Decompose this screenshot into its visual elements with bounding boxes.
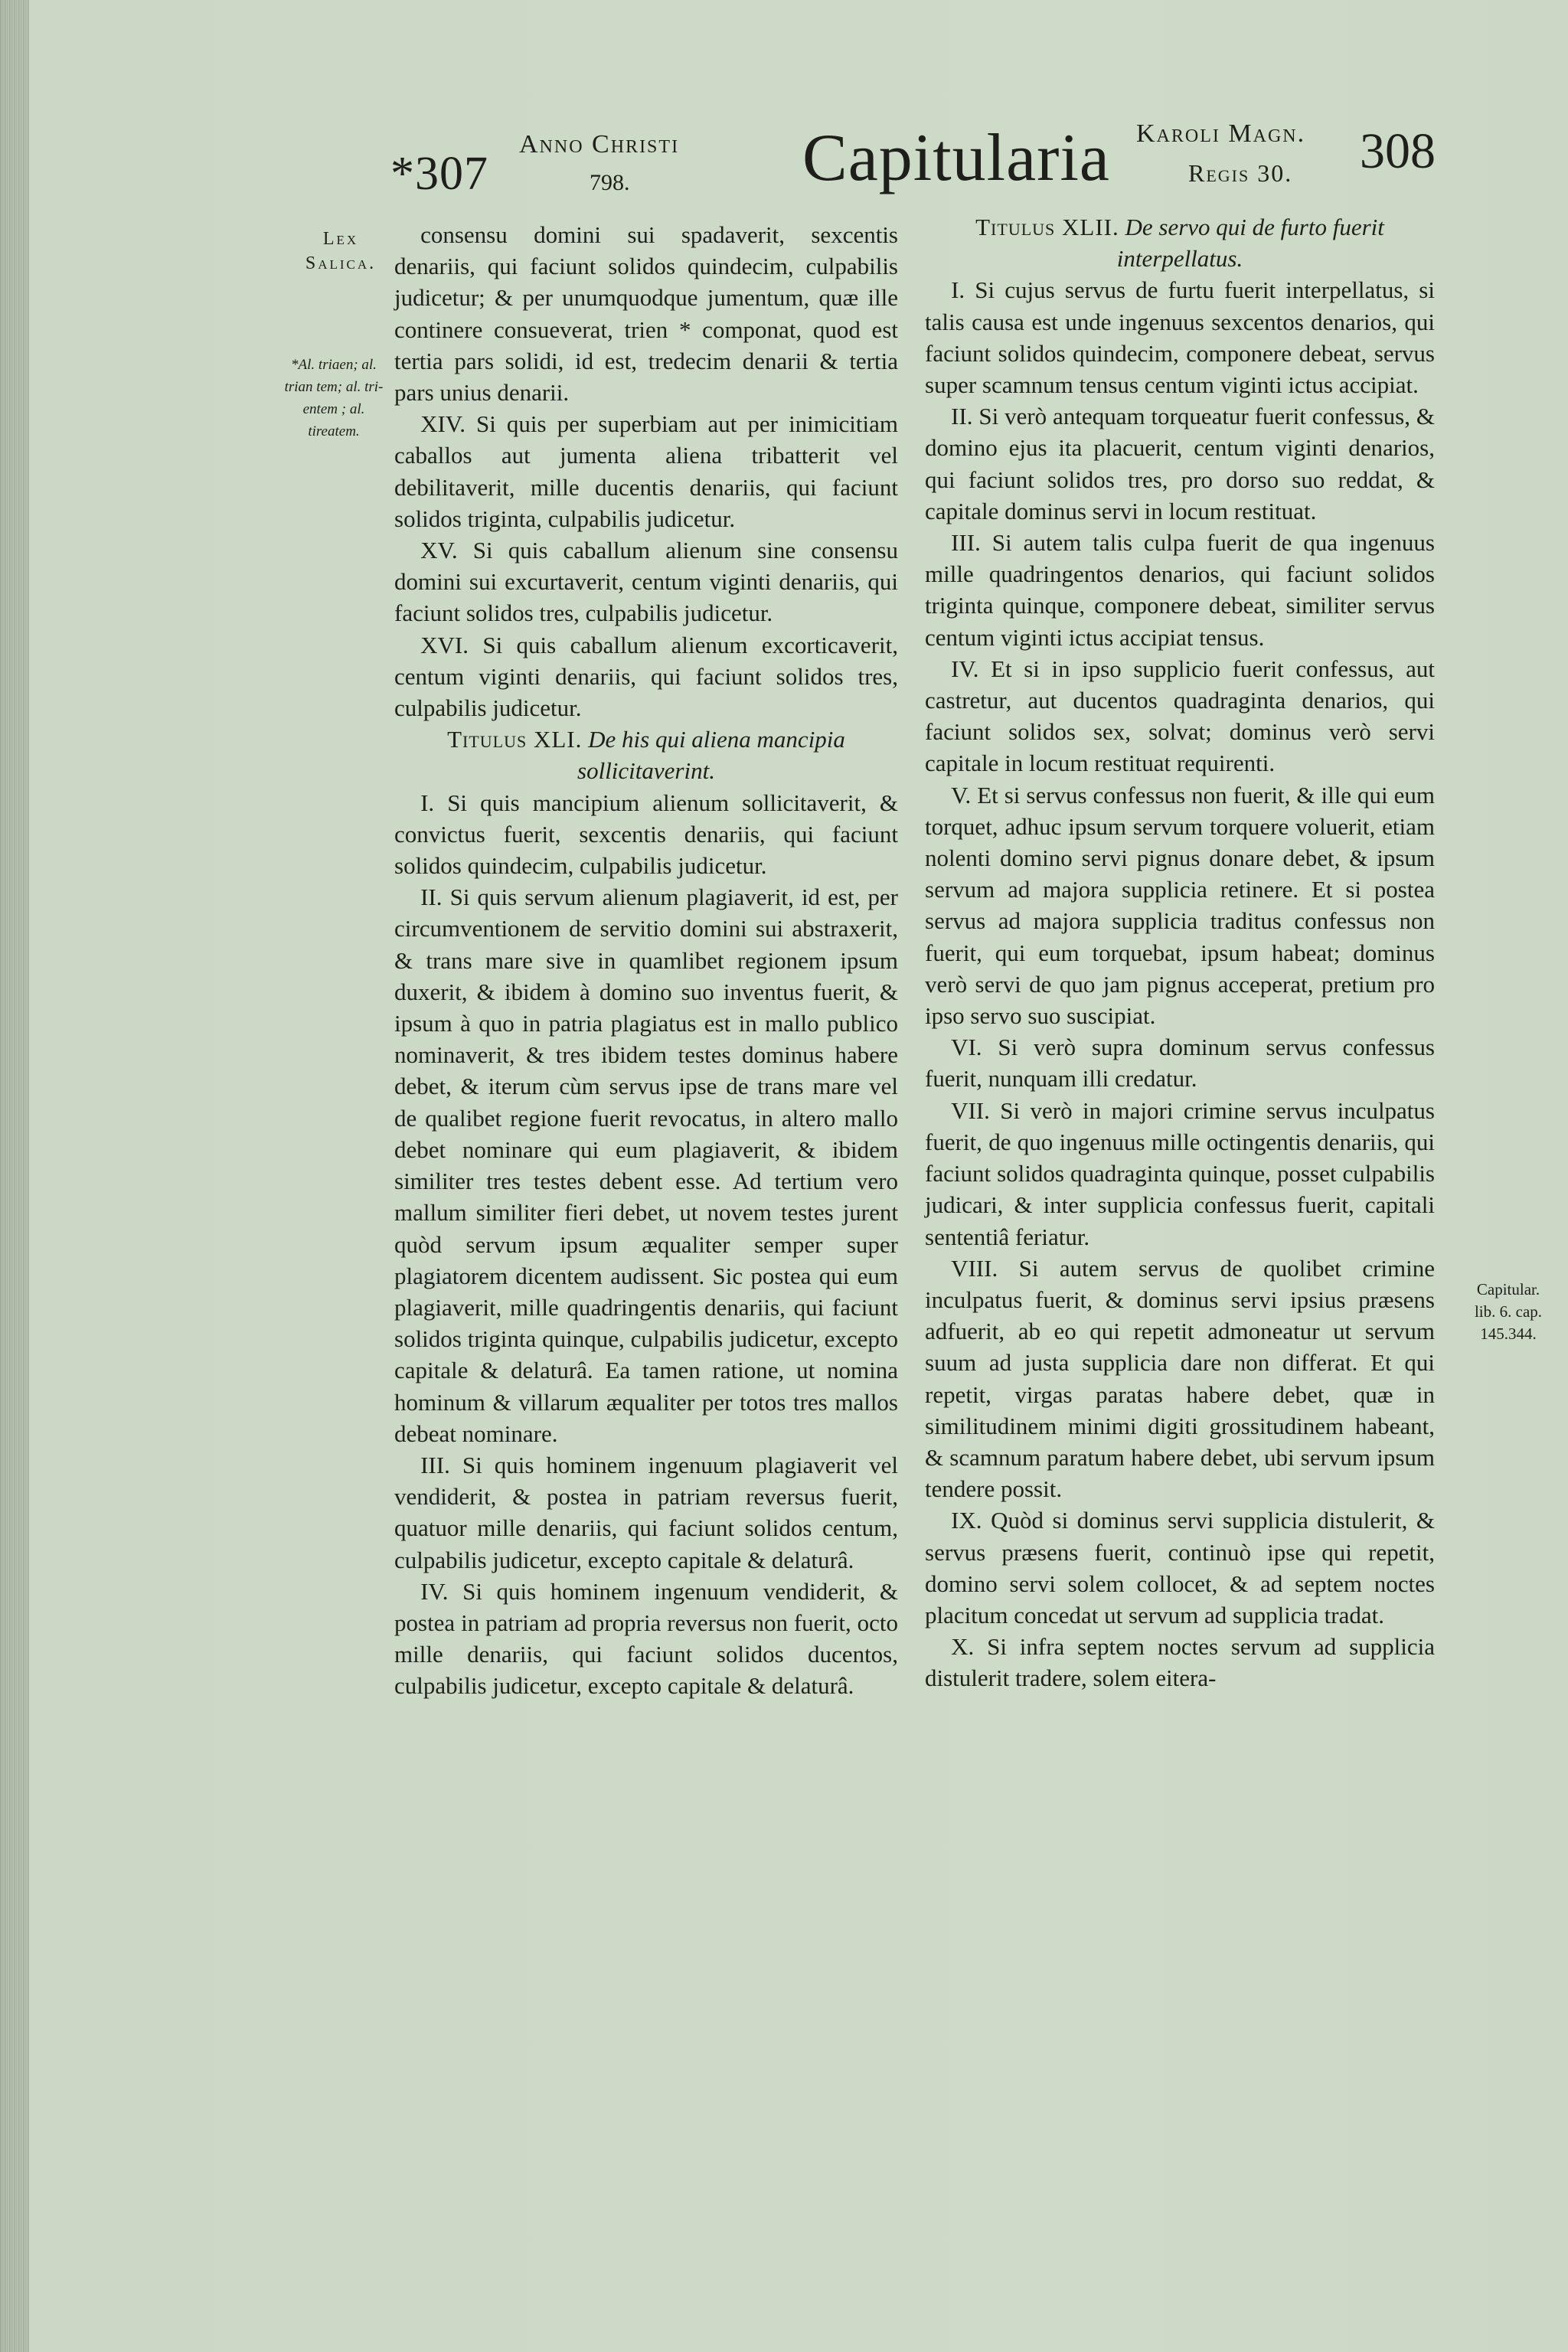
paragraph: VII. Si verò in majori crimine servus inculpatus fuerit, de quo ingenuus mille octingentis denariis, qui faciunt solidos quadraginta quinque, posset culpabilis judicari, & inter supplicia confessus fuerit, capitali sententiâ feriatur. <box>925 1096 1435 1250</box>
paragraph: I. Si cujus servus de furtu fuerit interpellatus, si talis causa est unde ingenuus sexcentos denarios, qui faciunt solidos quindecim, componere debeat, servus super scamnum tensus centum viginti ictus accipiat. <box>925 276 1435 399</box>
margin-note-line: Lex <box>322 229 359 249</box>
paragraph: XV. Si quis caballum alienum sine consensu domini sui excurtaverit, centum viginti denariis, qui faciunt solidos tres, culpabilis judicetur. <box>394 537 898 627</box>
title-heading <box>394 724 898 786</box>
title-description: De his qui aliena mancipia sollicitaverint. <box>577 726 845 785</box>
paragraph: VIII. Si autem servus de quolibet crimine inculpatus fuerit, & dominus servi ipsius præsens adfuerit, ab eo qui repetit admoneatur ut servum suum ad justa supplicia dare non differat. Et qui repetit, virgas paratas habere debet, quæ in similitudinem minimi digiti grossitudinem habeant, & scamnum paratum habere debet, ubi servum ipsum tendere possit. <box>925 1254 1435 1503</box>
paragraph: X. Si infra septem noctes servum ad supplicia distulerit tradere, solem eitera- <box>925 1633 1435 1692</box>
paragraph: IV. Si quis hominem ingenuum vendiderit, & postea in patriam ad propria reversus non fuerit, octo mille denariis, qui faciunt solidos ducentos, culpabilis judicetur, excepto capitale & delaturâ. <box>394 1577 898 1700</box>
left-text-column <box>394 219 898 1702</box>
running-head-year: 798. <box>590 170 630 195</box>
running-head-anno: Anno Christi <box>519 130 680 158</box>
book-spine-edge <box>0 0 29 2352</box>
running-title: Capitularia <box>802 121 1110 195</box>
margin-note-line: Capitular. <box>1476 1280 1540 1298</box>
paragraph: I. Si quis mancipium alienum sollicitaverit, & convictus fuerit, sexcentis denariis, qui faciunt solidos quindecim, culpabilis judicetur. <box>394 789 898 880</box>
title-number: Titulus XLII. <box>975 214 1119 240</box>
margin-note-line: Salica. <box>305 253 377 273</box>
paragraph: IX. Quòd si dominus servi supplicia distulerit, & servus præsens fuerit, continuò ipse qui repetit, domino servi solem collocet, & ad septem noctes placitum concedat ut servum ad supplicia tradat. <box>925 1507 1435 1628</box>
title-number: Titulus XLI. <box>447 726 583 753</box>
right-text-column <box>925 211 1435 1694</box>
paragraph: IV. Et si in ipso supplicio fuerit confessus, aut castretur, aut ducentos quadraginta denarios, qui faciunt solidos sex, solvat; dominus verò servi capitale in locum restituat requirenti. <box>925 655 1435 777</box>
margin-note-capitular <box>1455 1279 1562 1345</box>
margin-note-line: 145.344. <box>1480 1325 1537 1343</box>
paragraph: VI. Si verò supra dominum servus confessus fuerit, nunquam illi credatur. <box>925 1034 1435 1093</box>
paragraph: II. Si verò antequam torqueatur fuerit confessus, & domino ejus ita placuerit, centum viginti denarios, qui faciunt solidos tres, pro dorso suo reddat, & capitale dominus servi in locum restituat. <box>925 403 1435 524</box>
paragraph: consensu domini sui spadaverit, sexcentis denariis, qui faciunt solidos quindecim, culpabilis judicetur; & per unumquodque jumentum, quæ ille continere consueverat, trien * componat, quod est tertia pars solidi, id est, tredecim denarii & tertia pars unius denarii. <box>394 221 898 407</box>
paragraph: III. Si autem talis culpa fuerit de qua ingenuus mille quadringentos denarios, qui faciunt solidos triginta quinque, componere debeat, similiter servus centum viginti ictus accipiat tensus. <box>925 529 1435 651</box>
page-number-right: 308 <box>1360 123 1436 179</box>
margin-note-lex-salica <box>299 227 383 276</box>
paragraph: III. Si quis hominem ingenuum plagiaverit vel vendiderit, & postea in patriam reversus fuerit, quatuor mille denariis, qui faciunt solidos centum, culpabilis judicetur, excepto capitale & delaturâ. <box>394 1451 898 1573</box>
paragraph: V. Et si servus confessus non fuerit, & ille qui eum torquet, adhuc ipsum servum torquere voluerit, etiam nolenti domino servi pignus donare debet, & ipsum servum ad majora supplicia retinere. Et si postea servus ad majora supplicia traditus confessus non fuerit, qui eum torquebat, ipsum habeat; dominus verò servi de quo jam pignus acceperat, pretium pro ipso servo suo suscipiat. <box>925 781 1435 1030</box>
running-head-regis: Regis 30. <box>1188 159 1293 187</box>
paragraph: XIV. Si quis per superbiam aut per inimicitiam caballos aut jumenta aliena tribatterit vel debilitaverit, mille ducentis denariis, qui faciunt solidos triginta, culpabilis judicetur. <box>394 410 898 532</box>
margin-note-variant-readings: *Al. triaen; al. trian tem; al. tri-entem ; al. tireatem. <box>284 357 384 439</box>
title-description: De servo qui de furto fuerit interpellatus. <box>1116 214 1384 273</box>
running-head-karoli: Karoli Magn. <box>1136 119 1306 148</box>
margin-note-line: lib. 6. cap. <box>1474 1302 1543 1321</box>
paragraph: II. Si quis servum alienum plagiaverit, id est, per circumventionem de servitio domini sui abstraxerit, & trans mare sive in quamlibet regionem ipsum duxerit, & ibidem à domino suo inventus fuerit, & ipsum à quo in patria plagiatus est in mallo publico nominaverit, & tres ibidem testes dominus habere debet, & iterum cùm servus ipse de trans mare vel de qualibet regione fuerit revocatus, in altero mallo debet nominare qui eum plagiaverit, & ibidem similiter tres testes debent esse. Ad tertium vero mallum similiter fieri debet, ut novem testes jurent quòd servum ipsum æqualiter semper super plagiatorem dicentem audissent. Sic postea qui eum plagiaverit, mille quadringentis denariis, qui faciunt solidos triginta quinque, culpabilis judicetur, excepto capitale & delaturâ. Ea tamen ratione, ut nomina hominum & villarum æqualiter per totos tres mallos debeat nominare. <box>394 884 898 1447</box>
title-heading <box>925 211 1435 274</box>
page-number-left: *307 <box>390 148 488 200</box>
paragraph: XVI. Si quis caballum alienum excorticaverit, centum viginti denariis, qui faciunt solidos tres, culpabilis judicetur. <box>394 631 898 722</box>
